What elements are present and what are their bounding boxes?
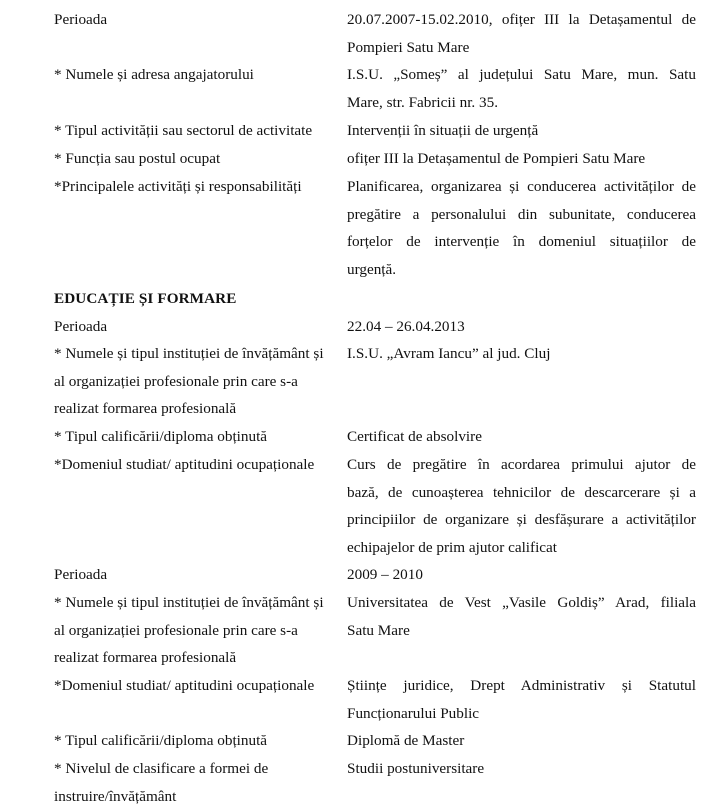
label-line: Perioada [54,566,108,583]
label-line: * Tipul calificării/diploma obținută [54,732,268,749]
value-line: Certificat de absolvire [347,428,482,445]
value-line: pregătire a personalului din subunitate, conducerea [347,205,696,223]
label-line: * Tipul calificării/diploma obținută [54,428,268,445]
field-label [54,451,346,479]
label-line: al organizației profesionale prin care s-a [54,621,298,639]
label-line: al organizației profesionale prin care s-a [54,372,298,390]
label-line: *Principalele activități și responsabilități [54,178,302,195]
label-line: * Numele și tipul instituției de învățământ și [54,345,324,362]
field-label [54,589,346,672]
value-line: I.S.U. „Avram Iancu” al jud. Cluj [347,345,551,362]
value-line: Științe juridice, Drept Administrativ și Statutul [347,677,696,694]
field-value [347,589,696,644]
label-line: * Nivelul de clasificare a formei de [54,760,269,777]
field-label [54,672,346,700]
label-line: Perioada [54,11,108,28]
field-value [347,313,696,341]
field-label [54,727,346,755]
value-line: Curs de pregătire în acordarea primului ajutor de [347,456,696,473]
value-line: ofițer III la Detașamentul de Pompieri Satu Mare [347,150,646,167]
value-line: Universitatea de Vest „Vasile Goldiș” Arad, filiala [347,594,696,611]
label-line: *Domeniul studiat/ aptitudini ocupaționale [54,677,315,694]
value-line: Studii postuniversitare [347,760,485,777]
field-value [347,727,696,755]
value-line: Satu Mare [347,621,410,639]
field-label [54,340,346,423]
value-line: echipajelor de prim ajutor calificat [347,538,557,556]
section-heading-education: EDUCAȚIE ȘI FORMARE [54,290,237,307]
field-value [347,173,696,283]
field-label [54,61,346,89]
value-line: Funcționarului Public [347,704,480,722]
label-line: * Tipul activității sau sectorul de activitate [54,122,313,139]
value-line: urgență. [347,260,397,278]
value-line: Intervenții în situații de urgență [347,122,539,139]
label-line: * Numele și tipul instituției de învățământ și [54,594,324,611]
value-line: 2009 – 2010 [347,566,423,583]
value-line: 22.04 – 26.04.2013 [347,318,465,335]
label-line: instruire/învățământ [54,787,177,805]
field-value [347,451,696,561]
field-value [347,672,696,727]
value-line: Mare, str. Fabricii nr. 35. [347,93,499,111]
field-value [347,6,696,61]
value-line: bază, de cunoașterea tehnicilor de descarcerare și a [347,483,696,501]
field-value [347,340,696,368]
field-label [54,561,346,589]
field-value [347,755,696,783]
field-value [347,145,696,173]
label-line: * Funcția sau postul ocupat [54,150,221,167]
value-line: Pompieri Satu Mare [347,38,470,56]
field-value [347,423,696,451]
field-label [54,117,346,145]
value-line: Planificarea, organizarea și conducerea activităților de [347,178,696,195]
label-line: realizat formarea profesională [54,400,237,418]
field-value [347,117,696,145]
value-line: I.S.U. „Someș” al județului Satu Mare, mun. Satu [347,66,696,83]
value-line: principiilor de organizare și desfășurare a activităților [347,511,696,529]
value-line: 20.07.2007-15.02.2010, ofițer III la Detașamentul de [347,11,696,28]
field-label [54,313,346,341]
label-line: *Domeniul studiat/ aptitudini ocupaționale [54,456,315,473]
field-value [347,561,696,589]
label-line: realizat formarea profesională [54,649,237,667]
field-label [54,423,346,451]
value-line: Diplomă de Master [347,732,465,749]
field-label [54,145,346,173]
field-label [54,6,346,34]
field-label [54,755,346,810]
field-label [54,173,346,201]
value-line: forțelor de intervenție în domeniul situațiilor de [347,233,696,251]
label-line: * Numele și adresa angajatorului [54,66,254,83]
label-line: Perioada [54,318,108,335]
field-value [347,61,696,116]
